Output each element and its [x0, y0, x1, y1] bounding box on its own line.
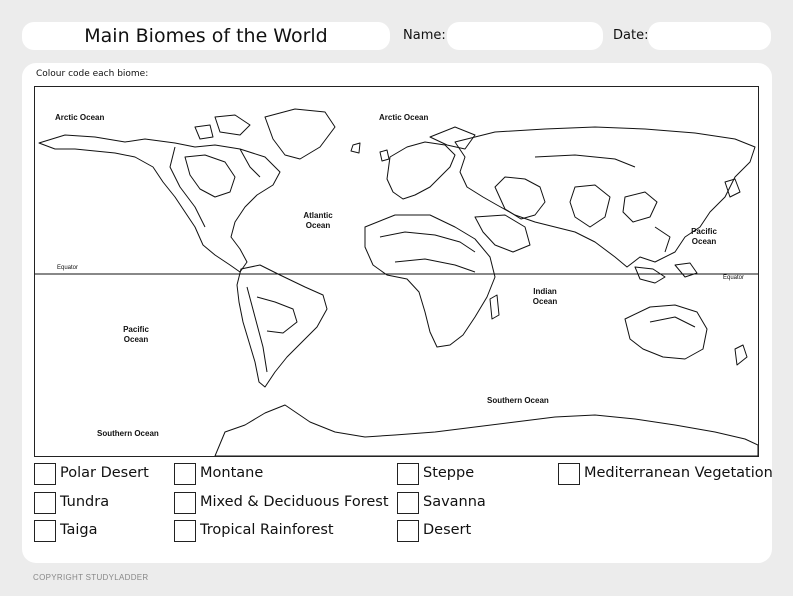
world-map — [34, 86, 759, 457]
colour-box-montane[interactable] — [174, 463, 196, 485]
legend-label: Mixed & Deciduous Forest — [200, 494, 389, 510]
date-field[interactable] — [648, 22, 771, 50]
colour-box-mediterranean-vegetation[interactable] — [558, 463, 580, 485]
legend-label: Savanna — [423, 494, 486, 510]
ocean-label-atlantic: Atlantic Ocean — [303, 211, 333, 230]
ocean-label-pacific-left: Pacific Ocean — [123, 325, 149, 344]
ocean-label-arctic-left: Arctic Ocean — [55, 113, 105, 122]
legend-label: Montane — [200, 465, 264, 481]
europe-outline — [387, 142, 455, 199]
ocean-label-pacific-right: Pacific Ocean — [691, 227, 717, 246]
equator-label-left: Equator — [57, 265, 79, 271]
legend-label: Steppe — [423, 465, 475, 481]
legend-label: Desert — [423, 522, 472, 538]
legend-label: Tropical Rainforest — [200, 522, 334, 538]
antarctica-outline — [215, 405, 758, 456]
title-bar — [22, 22, 390, 50]
instruction-text: Colour code each biome: — [36, 69, 149, 79]
name-label: Name: — [403, 28, 446, 43]
legend-label: Taiga — [60, 522, 98, 538]
south-america-outline — [237, 265, 327, 387]
name-field[interactable] — [447, 22, 603, 50]
ocean-label-arctic-right: Arctic Ocean — [379, 113, 429, 122]
colour-box-steppe[interactable] — [397, 463, 419, 485]
copyright-text: COPYRIGHT STUDYLADDER — [33, 573, 149, 582]
page-title: Main Biomes of the World — [84, 25, 328, 47]
ocean-label-southern-left: Southern Ocean — [97, 429, 159, 438]
ocean-label-indian: Indian Ocean — [532, 287, 558, 306]
equator-label-right: Equator — [723, 275, 745, 281]
colour-box-savanna[interactable] — [397, 492, 419, 514]
colour-box-desert[interactable] — [397, 520, 419, 542]
legend-label: Polar Desert — [60, 465, 149, 481]
date-label: Date: — [613, 28, 649, 43]
colour-box-tundra[interactable] — [34, 492, 56, 514]
greenland-outline — [265, 109, 335, 159]
ocean-label-southern-right: Southern Ocean — [487, 396, 549, 405]
australia-outline — [625, 305, 707, 359]
legend-label: Tundra — [60, 494, 110, 510]
legend-label: Mediterranean Vegetation — [584, 465, 773, 481]
colour-box-tropical-rainforest[interactable] — [174, 520, 196, 542]
colour-box-taiga[interactable] — [34, 520, 56, 542]
colour-box-polar-desert[interactable] — [34, 463, 56, 485]
colour-box-mixed-deciduous-forest[interactable] — [174, 492, 196, 514]
world-map-outline — [35, 87, 758, 456]
